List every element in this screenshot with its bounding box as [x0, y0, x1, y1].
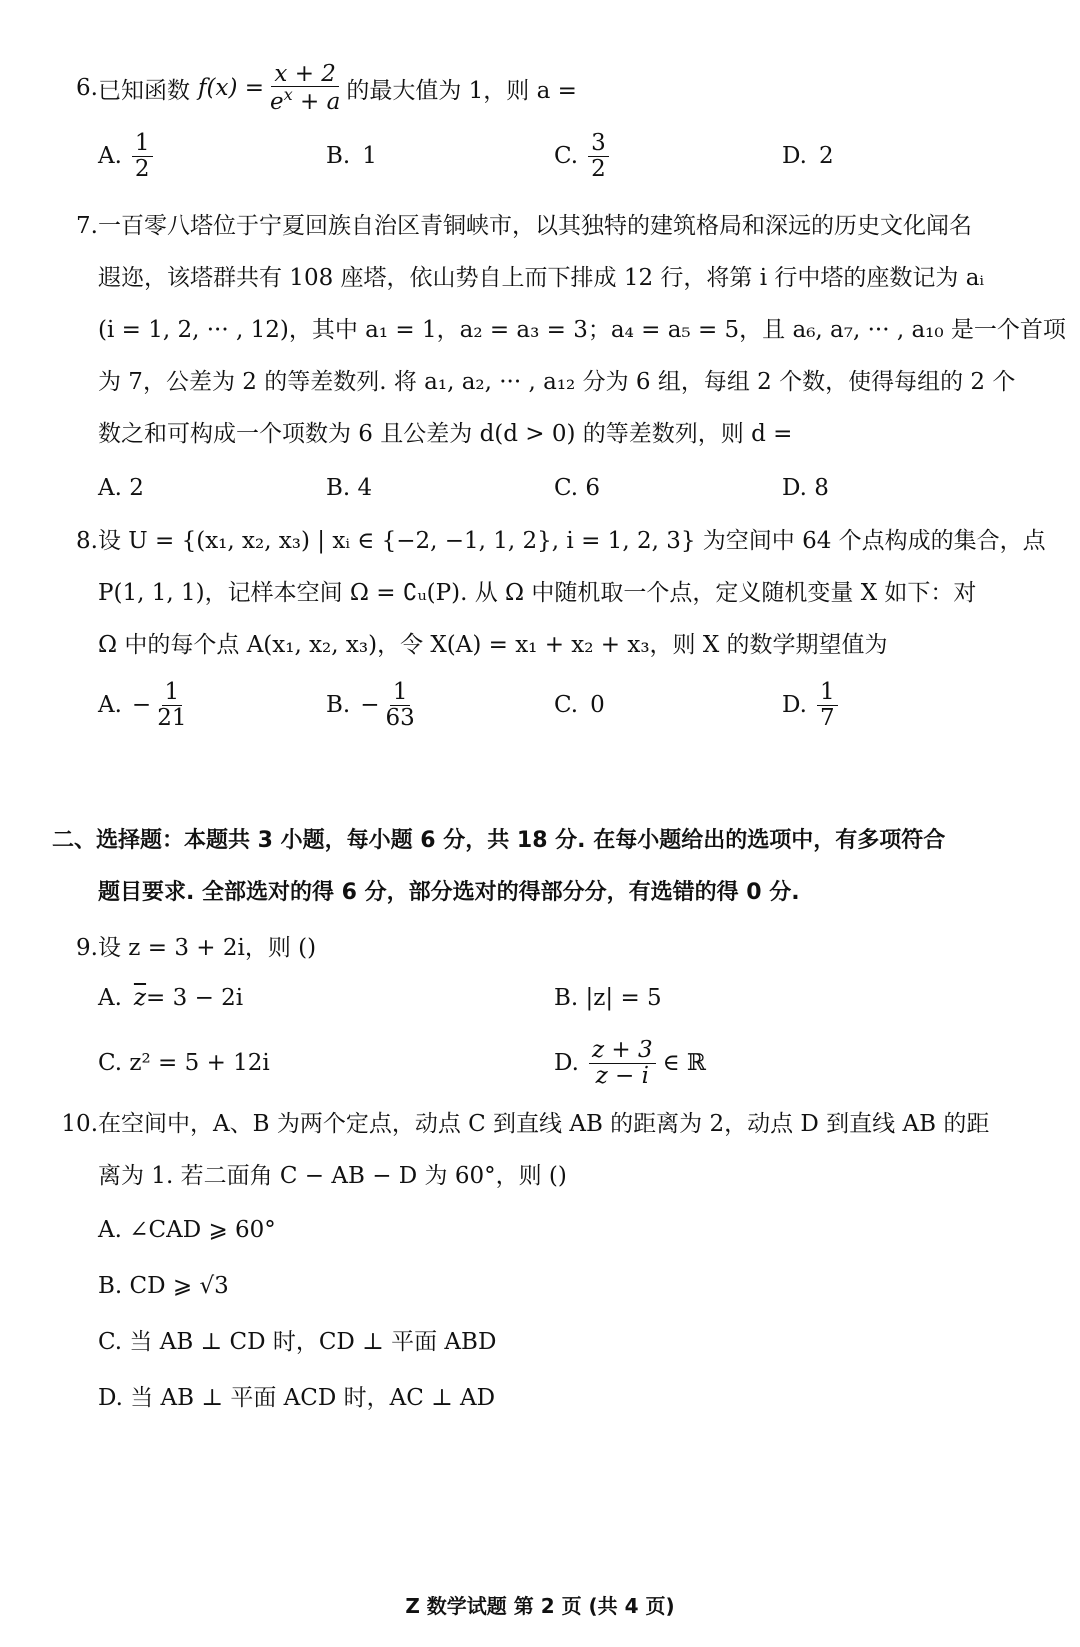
question-stem: 设 z = 3 + 2i，则 () [98, 935, 317, 961]
option-c[interactable]: C. 当 AB ⊥ CD 时，CD ⊥ 平面 ABD [98, 1329, 497, 1355]
question-stem: 设 U = {(x₁, x₂, x₃) | xᵢ ∈ {−2, −1, 1, 2}, i = 1, 2, 3} 为空间中 64 个点构成的集合，点 P(1, 1, 1)，记样本空间 Ω = ∁ᵤ(P). 从 Ω 中随机取一个点，定义随机变量 X 如下：对 Ω 中的每个点 A(x₁, x₂, x₃)，令 X(A) = x₁ + x₂ + x₃，则 X 的数学期望值为 [98, 528, 1046, 658]
options-list [98, 1202, 1038, 1426]
options-row-1 [98, 972, 1038, 1024]
option-b[interactable]: B. 1 [326, 143, 377, 169]
question-7 [48, 200, 1066, 520]
page-footer: Z 数学试题 第 2 页 (共 4 页) [405, 1594, 675, 1618]
option-a[interactable]: A. 2 [98, 475, 144, 501]
function-fraction: $\frac{x + 2}{e^x + a}$ [270, 60, 341, 115]
question-9 [48, 922, 1038, 1102]
option-a[interactable]: A. ∠CAD ⩾ 60° [98, 1217, 276, 1243]
question-stem: 一百零八塔位于宁夏回族自治区青铜峡市，以其独特的建筑格局和深远的历史文化闻名 遐迩，该塔群共有 108 座塔，依山势自上而下排成 12 行，将第 i 行中塔的座数记为 aᵢ (i = 1, 2, ··· , 12)，其中 a₁ = 1，a₂ = a₃ = 3；a₄ = a₅ = 5，且 a₆, a₇, ··· , a₁₀ 是一个首项 为 7，公差为 2 的等差数列. 将 a₁, a₂, ··· , a₁₂ 分为 6 组，每组 2 个数，使得每组的 2 个 数之和可构成一个项数为 6 且公差为 d(d > 0) 的等差数列，则 d = [98, 213, 1066, 447]
options-row [98, 462, 1038, 514]
option-d[interactable]: D. 2 [782, 143, 834, 169]
question-number: 9. [76, 935, 98, 961]
question-stem: 已知函数 f(x) = $\frac{x + 2}{e^x + a}$ 的最大值为 1，则 a = [98, 60, 577, 115]
question-8 [48, 515, 1046, 740]
option-a[interactable]: A. $\frac{1}{2}$ [98, 126, 156, 186]
option-a[interactable]: A. − $\frac{1}{21}$ [98, 679, 187, 731]
question-number: 7. [76, 213, 98, 239]
options-row [98, 675, 1038, 735]
option-b[interactable]: B. 4 [326, 475, 373, 501]
question-number: 8. [76, 528, 98, 554]
option-b[interactable]: B. − $\frac{1}{63}$ [326, 679, 415, 731]
option-d[interactable]: D. $\frac{1}{7}$ [782, 675, 841, 735]
option-c[interactable]: C. $\frac{3}{2}$ [554, 126, 612, 186]
option-d[interactable]: D. 当 AB ⊥ 平面 ACD 时，AC ⊥ AD [98, 1385, 496, 1411]
option-b[interactable]: B. CD ⩾ √3 [98, 1273, 229, 1299]
question-6 [48, 50, 1038, 200]
option-c[interactable]: C. 0 [554, 692, 605, 718]
section-heading: 二、选择题：本题共 3 小题，每小题 6 分，共 18 分. 在每小题给出的选项中，有多项符合 题目要求. 全部选对的得 6 分，部分选对的得部分分，有选错的得 0 分. [52, 828, 946, 905]
question-10 [48, 1098, 1038, 1428]
option-c[interactable]: C. z² = 5 + 12i [98, 1050, 270, 1076]
option-c[interactable]: C. 6 [554, 475, 601, 501]
options-row-2 [98, 1027, 1038, 1099]
function-lhs: f(x) = [198, 75, 265, 101]
question-number: 10. [61, 1111, 98, 1137]
question-stem: 在空间中，A、B 为两个定点，动点 C 到直线 AB 的距离为 2，动点 D 到直线 AB 的距 离为 1. 若二面角 C − AB − D 为 60°，则 () [98, 1111, 990, 1189]
option-d[interactable]: D. $\frac{z + 3}{z - i}$ ∈ ℝ [554, 1037, 707, 1089]
option-d[interactable]: D. 8 [782, 475, 829, 501]
options-row [98, 126, 1038, 186]
option-b[interactable]: B. |z| = 5 [554, 985, 662, 1011]
question-number: 6. [76, 75, 98, 101]
option-a[interactable]: A. $\overline{z}$ = 3 − 2i [98, 985, 244, 1011]
